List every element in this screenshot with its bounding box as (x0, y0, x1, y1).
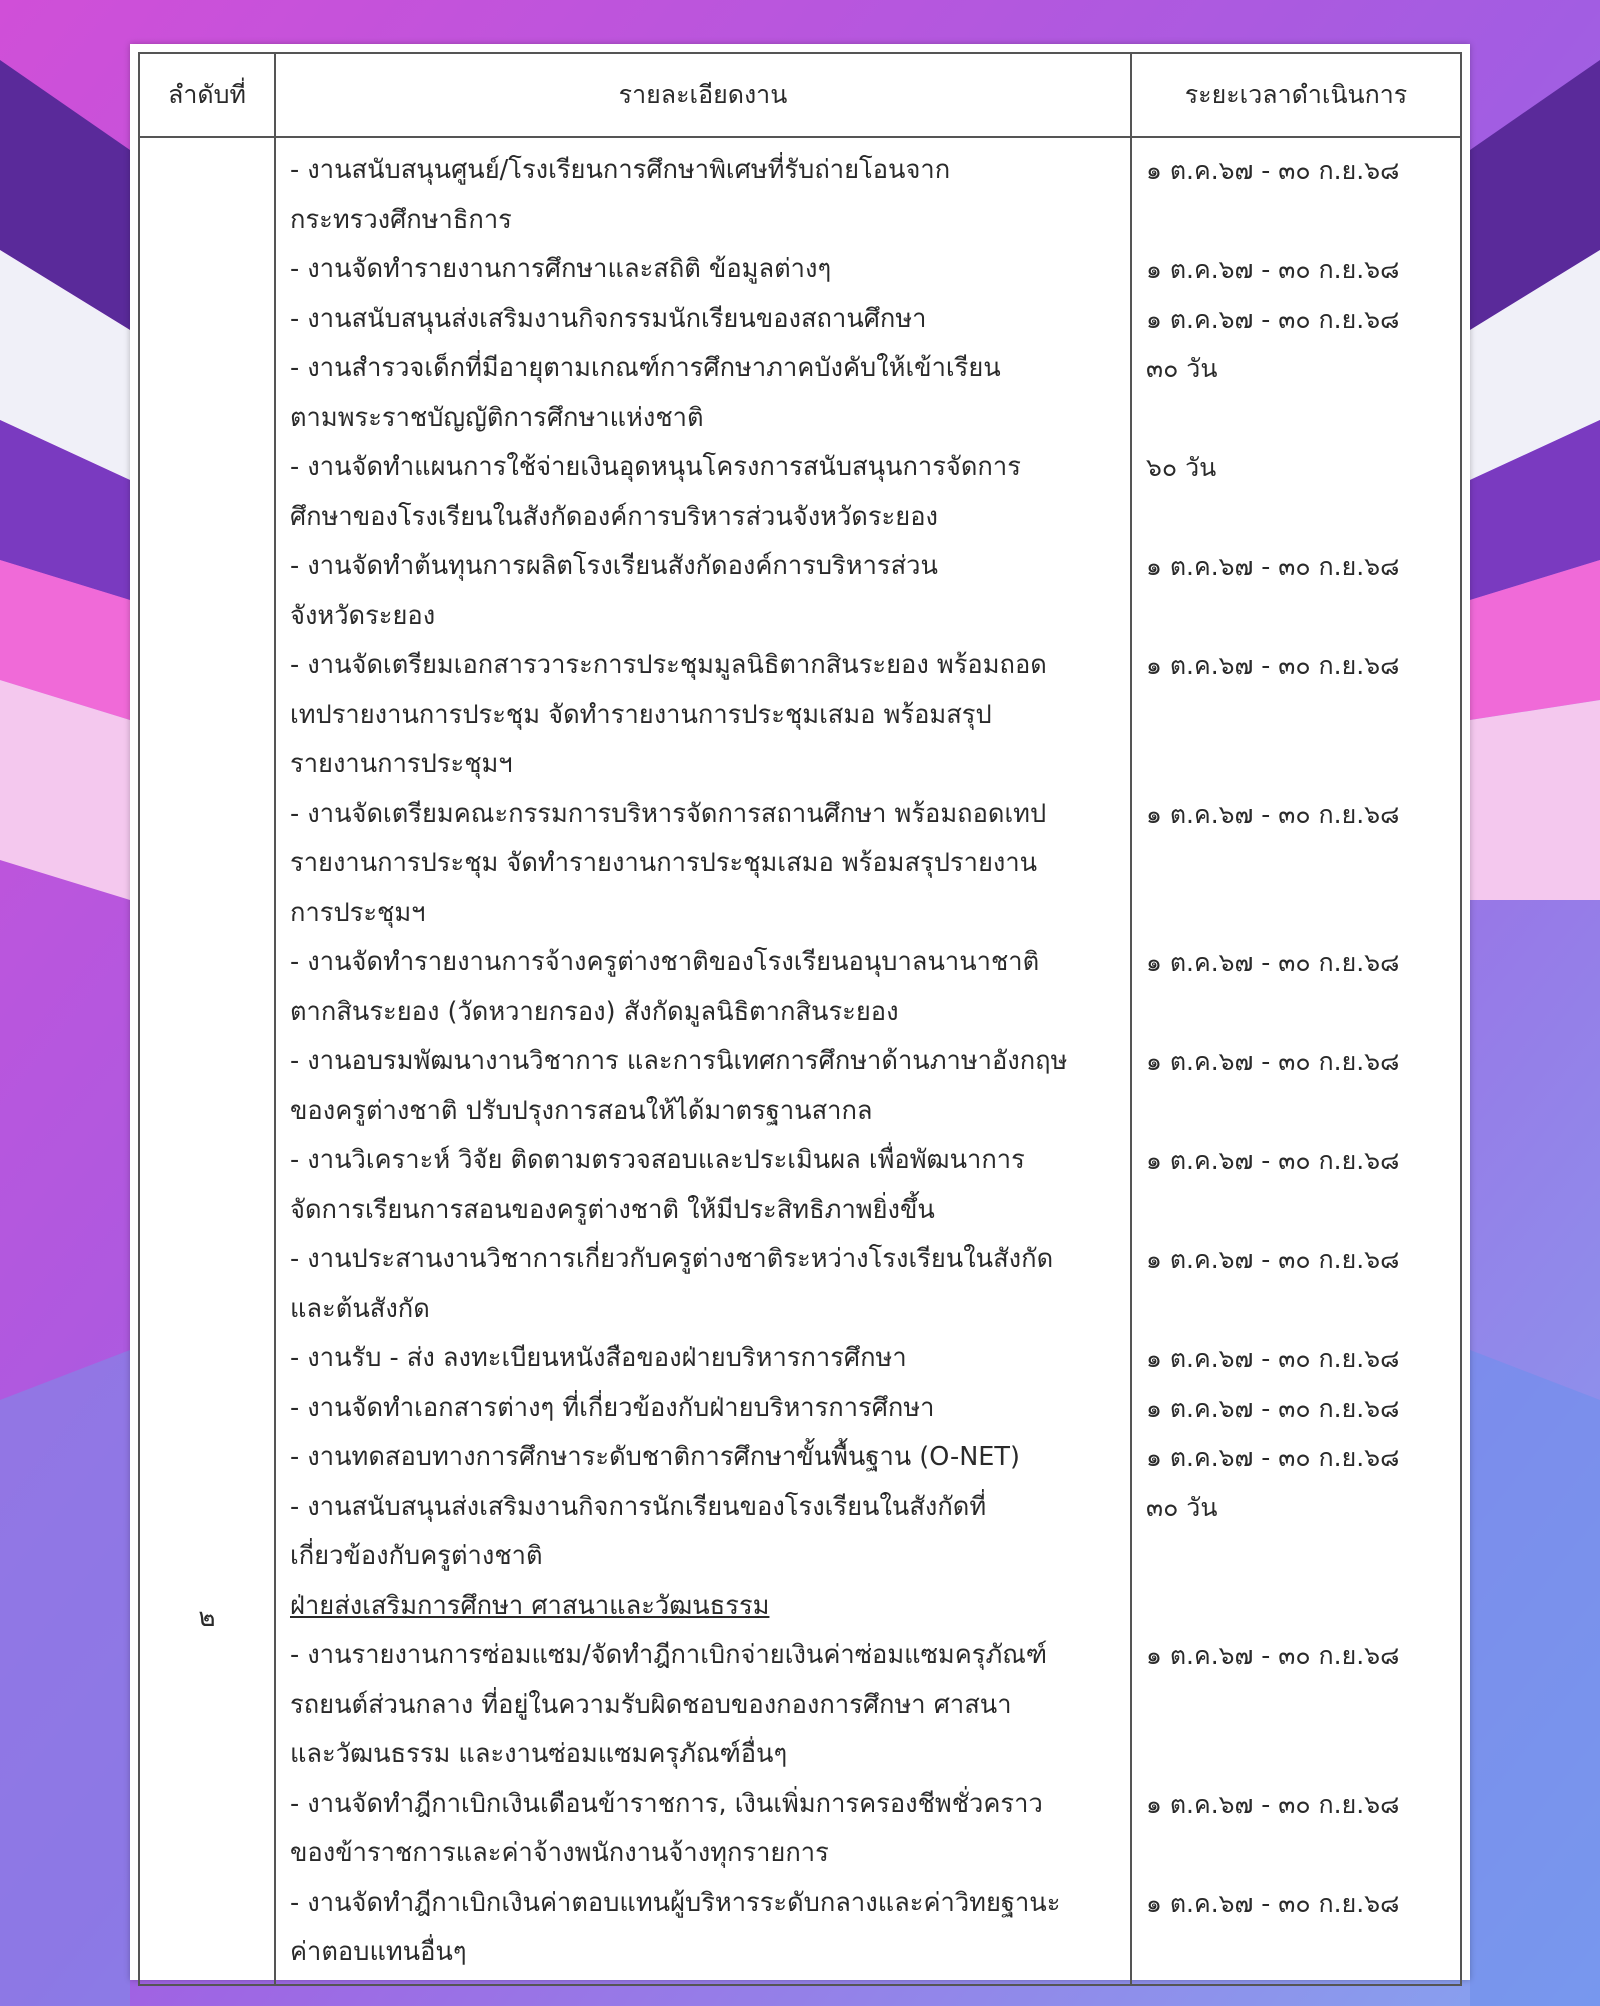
detail-line: และต้นสังกัด (290, 1293, 430, 1324)
detail-line: - งานรายงานการซ่อมแซม/จัดทำฎีกาเบิกจ่ายเงินค่าซ่อมแซมครุภัณฑ์ (290, 1640, 1048, 1670)
period-value: ๑ ต.ค.๖๗ - ๓๐ ก.ย.๖๘ (1146, 799, 1400, 829)
detail-line: เกี่ยวข้องกับครูต่างชาติ (290, 1541, 543, 1571)
period-cell (1131, 137, 1461, 1985)
detail-line: - งานประสานงานวิชาการเกี่ยวกับครูต่างชาติระหว่างโรงเรียนในสังกัด (290, 1244, 1054, 1274)
detail-line: - งานจัดทำเอกสารต่างๆ ที่เกี่ยวข้องกับฝ่ายบริหารการศึกษา (290, 1392, 935, 1423)
period-value: ๑ ต.ค.๖๗ - ๓๐ ก.ย.๖๘ (1146, 1344, 1400, 1373)
period-value: ๑ ต.ค.๖๗ - ๓๐ ก.ย.๖๘ (1146, 651, 1400, 680)
detail-line: - งานรับ - ส่ง ลงทะเบียนหนังสือของฝ่ายบริหารการศึกษา (290, 1343, 907, 1373)
period-value: ๑ ต.ค.๖๗ - ๓๐ ก.ย.๖๘ (1146, 255, 1400, 284)
detail-line: - งานสนับสนุนส่งเสริมงานกิจการนักเรียนของโรงเรียนในสังกัดที่ (290, 1491, 987, 1522)
period-value: ๓๐ วัน (1146, 354, 1218, 383)
period-value: ๑ ต.ค.๖๗ - ๓๐ ก.ย.๖๘ (1146, 1245, 1400, 1274)
detail-item (276, 146, 1130, 245)
period-value: ๑ ต.ค.๖๗ - ๓๐ ก.ย.๖๘ (1146, 304, 1400, 334)
detail-item (276, 938, 1130, 1037)
detail-line: - งานวิเคราะห์ วิจัย ติดตามตรวจสอบและประเมินผล เพื่อพัฒนาการ (290, 1145, 1025, 1175)
detail-line: - งานจัดทำฎีกาเบิกเงินเดือนข้าราชการ, เงินเพิ่มการครองชีพชั่วคราว (290, 1788, 1043, 1819)
document-page (130, 44, 1470, 1980)
detail-line: ตามพระราชบัญญัติการศึกษาแห่งชาติ (290, 402, 704, 433)
period-value: ๑ ต.ค.๖๗ - ๓๐ ก.ย.๖๘ (1146, 948, 1400, 977)
period-value: ๑ ต.ค.๖๗ - ๓๐ ก.ย.๖๘ (1146, 1047, 1400, 1076)
detail-line: ตากสินระยอง (วัดหวายกรอง) สังกัดมูลนิธิตากสินระยอง (290, 996, 899, 1027)
detail-item (276, 245, 1130, 295)
detail-line: - งานสนับสนุนศูนย์/โรงเรียนการศึกษาพิเศษที่รับถ่ายโอนจาก (290, 155, 951, 185)
detail-line: ของครูต่างชาติ ปรับปรุงการสอนให้ได้มาตรฐานสากล (290, 1095, 873, 1126)
detail-item (276, 1384, 1130, 1434)
detail-line: - งานจัดเตรียมคณะกรรมการบริหารจัดการสถานศึกษา พร้อมถอดเทป (290, 798, 1047, 829)
table-header-row (139, 53, 1461, 137)
detail-line: - งานจัดทำฎีกาเบิกเงินค่าตอบแทนผู้บริหารระดับกลางและค่าวิทยฐานะ (290, 1887, 1061, 1918)
detail-line: ของข้าราชการและค่าจ้างพนักงานจ้างทุกรายการ (290, 1838, 829, 1868)
header-seq: ลำดับที่ (139, 53, 275, 137)
detail-item (276, 1483, 1130, 1582)
detail-item (276, 1037, 1130, 1136)
detail-item (276, 1136, 1130, 1235)
period-value: ๑ ต.ค.๖๗ - ๓๐ ก.ย.๖๘ (1146, 552, 1400, 581)
detail-line: กระทรวงศึกษาธิการ (290, 204, 512, 235)
detail-line: จังหวัดระยอง (290, 600, 436, 631)
detail-line: - งานอบรมพัฒนางานวิชาการ และการนิเทศการศึกษาด้านภาษาอังกฤษ (290, 1046, 1068, 1076)
period-value: ๓๐ วัน (1146, 1492, 1218, 1522)
detail-line: - งานจัดทำแผนการใช้จ่ายเงินอุดหนุนโครงการสนับสนุนการจัดการ (290, 452, 1021, 482)
detail-item (276, 344, 1130, 443)
detail-line: ศึกษาของโรงเรียนในสังกัดองค์การบริหารส่วนจังหวัดระยอง (290, 501, 938, 532)
period-value: ๑ ต.ค.๖๗ - ๓๐ ก.ย.๖๘ (1146, 1641, 1400, 1670)
work-schedule-table (138, 52, 1462, 1986)
section-heading: ฝ่ายส่งเสริมการศึกษา ศาสนาและวัฒนธรรม (290, 1590, 770, 1621)
detail-line: - งานจัดทำรายงานการจ้างครูต่างชาติของโรงเรียนอนุบาลนานาชาติ (290, 947, 1040, 977)
period-value: ๑ ต.ค.๖๗ - ๓๐ ก.ย.๖๘ (1146, 156, 1400, 185)
period-value: ๑ ต.ค.๖๗ - ๓๐ ก.ย.๖๘ (1146, 1393, 1400, 1423)
detail-line: จัดการเรียนการสอนของครูต่างชาติ ให้มีประสิทธิภาพยิ่งขึ้น (290, 1194, 935, 1225)
detail-line: การประชุมฯ (290, 897, 426, 928)
detail-line: และวัฒนธรรม และงานซ่อมแซมครุภัณฑ์อื่นๆ (290, 1739, 788, 1769)
seq-number: ๒ (198, 1602, 216, 1633)
detail-item (276, 443, 1130, 542)
detail-line: เทปรายงานการประชุม จัดทำรายงานการประชุมเสมอ พร้อมสรุป (290, 699, 992, 730)
detail-item (276, 1879, 1130, 1978)
period-value: ๑ ต.ค.๖๗ - ๓๐ ก.ย.๖๘ (1146, 1146, 1400, 1175)
period-value: ๑ ต.ค.๖๗ - ๓๐ ก.ย.๖๘ (1146, 1888, 1400, 1918)
detail-line: - งานจัดเตรียมเอกสารวาระการประชุมมูลนิธิตากสินระยอง พร้อมถอด (290, 650, 1047, 680)
detail-item (276, 1780, 1130, 1879)
detail-cell (275, 137, 1131, 1985)
header-detail: รายละเอียดงาน (275, 53, 1131, 137)
period-value: ๑ ต.ค.๖๗ - ๓๐ ก.ย.๖๘ (1146, 1443, 1400, 1472)
period-value: ๖๐ วัน (1146, 453, 1217, 482)
detail-line: ค่าตอบแทนอื่นๆ (290, 1937, 467, 1967)
detail-item (276, 1235, 1130, 1334)
detail-item (276, 1433, 1130, 1483)
header-period: ระยะเวลาดำเนินการ (1131, 53, 1461, 137)
detail-line: รถยนต์ส่วนกลาง ที่อยู่ในความรับผิดชอบของกองการศึกษา ศาสนา (290, 1689, 1012, 1720)
detail-line: - งานสนับสนุนส่งเสริมงานกิจกรรมนักเรียนของสถานศึกษา (290, 303, 927, 334)
detail-line: - งานจัดทำรายงานการศึกษาและสถิติ ข้อมูลต่างๆ (290, 254, 832, 284)
detail-line: รายงานการประชุมฯ (290, 749, 513, 779)
detail-item (276, 542, 1130, 641)
detail-line: - งานสำรวจเด็กที่มีอายุตามเกณฑ์การศึกษาภาคบังคับให้เข้าเรียน (290, 353, 1001, 383)
detail-item (276, 295, 1130, 345)
table-row (139, 137, 1461, 1985)
detail-item (276, 1631, 1130, 1780)
detail-line: รายงานการประชุม จัดทำรายงานการประชุมเสมอ พร้อมสรุปรายงาน (290, 848, 1038, 878)
period-spacer (1132, 1582, 1460, 1632)
detail-item (276, 641, 1130, 790)
detail-line: - งานทดสอบทางการศึกษาระดับชาติการศึกษาขั้นพื้นฐาน (O-NET) (290, 1442, 1020, 1472)
detail-item (276, 1334, 1130, 1384)
detail-line: - งานจัดทำต้นทุนการผลิตโรงเรียนสังกัดองค์การบริหารส่วน (290, 551, 938, 581)
detail-item (276, 790, 1130, 939)
seq-cell (139, 137, 275, 1985)
period-value: ๑ ต.ค.๖๗ - ๓๐ ก.ย.๖๘ (1146, 1789, 1400, 1819)
